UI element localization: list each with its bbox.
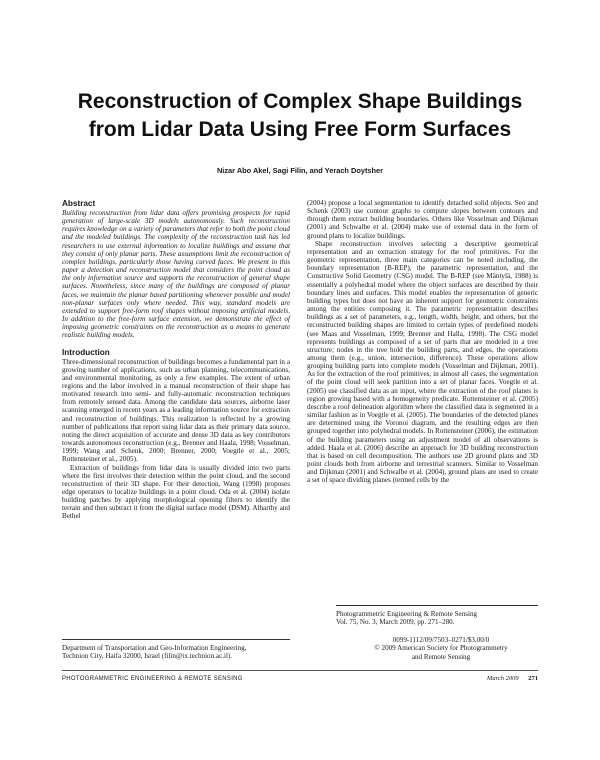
abstract-heading: Abstract [62,199,96,208]
affiliation-line-2: Technion City, Haifa 32000, Israel (filin@tx.technion.ac.il). [62,652,233,661]
right-paragraph-1: (2004) propose a local segmentation to identify detached solid objects. Seo and Schenk (2003) use contour graphs to compute slopes between contours and through them extract building boundaries. Others like Vosselman and Dijkman (2001) and Schwalbe et al. (2004) make use of external data in the form of ground plans to localize buildings. [307,199,538,240]
introduction-paragraph-2: Extraction of buildings from lidar data is usually divided into two parts where the first involves their detection within the point cloud, and the second reconstruction of their 3D shape. For their detection, Wang (1998) proposes edge operators to localize buildings in a point cloud. Oda et al. (2004) isolate building patches by applying morphological opening filters to identify the terrain and then subtract it from the digital surface model (DSM). Alharthy and Bethel [62,463,290,521]
footer-journal: PHOTOGRAMMETRIC ENGINEERING & REMOTE SENSING [62,676,243,682]
affiliation-divider [62,639,290,640]
right-column [307,199,538,484]
copyright-block [336,636,546,661]
copyright-line-2: © 2009 American Society for Photogrammetry [374,644,508,653]
footer-divider [62,670,538,671]
footer-date: March 2009 [486,675,519,682]
author-list: Nizar Abo Akel, Sagi Filin, and Yerach Doytsher [216,166,384,175]
copyright-line-3: and Remote Sensing [411,652,471,661]
footer-page-info [487,675,538,682]
page-number: 271 [528,675,538,682]
affiliation-line-1: Department of Transportation and Geo-Information Engineering, [62,644,247,652]
journal-name: Photogrammetric Engineering & Remote Sensing [336,610,478,618]
introduction-heading: Introduction [62,347,110,357]
title-line-2: from Lidar Data Using Free Form Surfaces [88,118,512,141]
introduction-paragraph-1: Three-dimensional reconstruction of buildings becomes a fundamental part in a growing number of applications, such as urban planning, telecommunications, and environmental monitoring, as only a few examples. The extent of urban regions and the labor involved in a manual reconstruction of their shape has motivated research into semi- and fully-automatic reconstruction techniques from remotely sensed data. Among the candidate data sources, airborne laser scanning emerged in recent years as a leading information source for extraction and reconstruction of buildings. This realization is reflected by a growing number of publications that report using lidar data as their primary data source, noting the direct acquisition of accurate and dense 3D data as key contributors towards autonomous reconstruction (e.g., Brenner and Haala, 1998; Vosselman, 1999; Wang and Schenk, 2000; Brenner, 2000; Voegtle et al., 2005; Rottensteiner et al., 2005). [62,357,290,464]
journal-citation [336,610,546,627]
copyright-line-1: 0099-1112/09/7503–0271/$3.00/0 [392,636,490,644]
title-line-1: Reconstruction of Complex Shape Buildings [77,90,523,113]
right-paragraph-2: Shape reconstruction involves selecting a descriptive geometrical representation and an extraction strategy for the roof primitives. For the geometric representation, three main categories can be noted including, the boundary representation (B-REP), the parametric representation, and the Constructive Solid Geometry (CSG) model. The B-REP (see Mäntylä, 1988) is essentially a polyhedral model where the object surfaces are described by their boundary lines and surfaces. This model enables the representation of generic building types but does not have an inherent support for geometric constraints among the entities composing it. The parametric representation describes buildings as a set of parameters, e.g., length, width, height, and others, but the reconstructed building shapes are limited to certain types of predefined models (see Maas and Vosselman, 1999; Brenner and Halla, 1998). The CSG model represents buildings as composed of a set of parts that are modeled in a tree structure; nodes in the tree hold the building parts, and edges, the operations among them (e.g., union, intersection, difference). These operations allow grouping building parts into complete models (Vosselman and Dijkman, 2001). As for the extraction of the roof primitives, in almost all cases, the segmentation of the point cloud will seek partition into a set of planar faces. Voegtle et al. (2005) use classified data as an input, where the extraction of the roof planes is region growing based with a homogeneity predicate. Rottensteiner et al. (2005) describe a roof delineation algorithm where the classified data is segmented in a similar fashion as in Voegtle et al. (2005). The boundaries of the detected planes are determined using the Voronoi diagram, and the resulting edges are then grouped together into polyhedral models. In Rottensteiner (2006), the estimation of the building parameters using an adjustment model of all observations is added. Haala et al. (2006) describe an approach for 3D building reconstruction that is based on cell decomposition. The authors use 2D ground plans and 3D point clouds both from airborne and terrestrial scanners. Similar to Vosselman and Dijkman (2001) and Schwalbe et al. (2004), ground plans are used to create a set of space dividing planes (termed cells by the [307,239,538,485]
journal-divider [336,605,538,606]
affiliation [62,644,302,661]
paper-title [40,88,560,144]
journal-volume: Vol. 75, No. 3, March 2009, pp. 271–280. [336,618,455,627]
left-column [62,199,290,521]
abstract-text: Building reconstruction from lidar data offers promising prospects for rapid generation of large-scale 3D models autonomously. Such reconstruction requires knowledge on a variety of parameters that refer to both the point cloud and the modeled buildings. The complexity of the reconstruction task has led researchers to use external information to localize buildings and assume that they consist of only planar parts. These assumptions limit the reconstruction of complex buildings, particularly those having curved faces. We present in this paper a detection and reconstruction model that considers the point cloud as the only information source and supports the reconstruction of general shape surfaces. Nonetheless, since many of the buildings are composed of planar faces, we maintain the planar based partitioning whenever possible and model non-planar surfaces only where needed. This way, standard models are extended to support free-form roof shapes without imposing artificial models. In addition to the free-form surface extension, we demonstrate the effect of imposing geometric constraints on the reconstruction as a means to generate realistic building models. [62,209,290,340]
